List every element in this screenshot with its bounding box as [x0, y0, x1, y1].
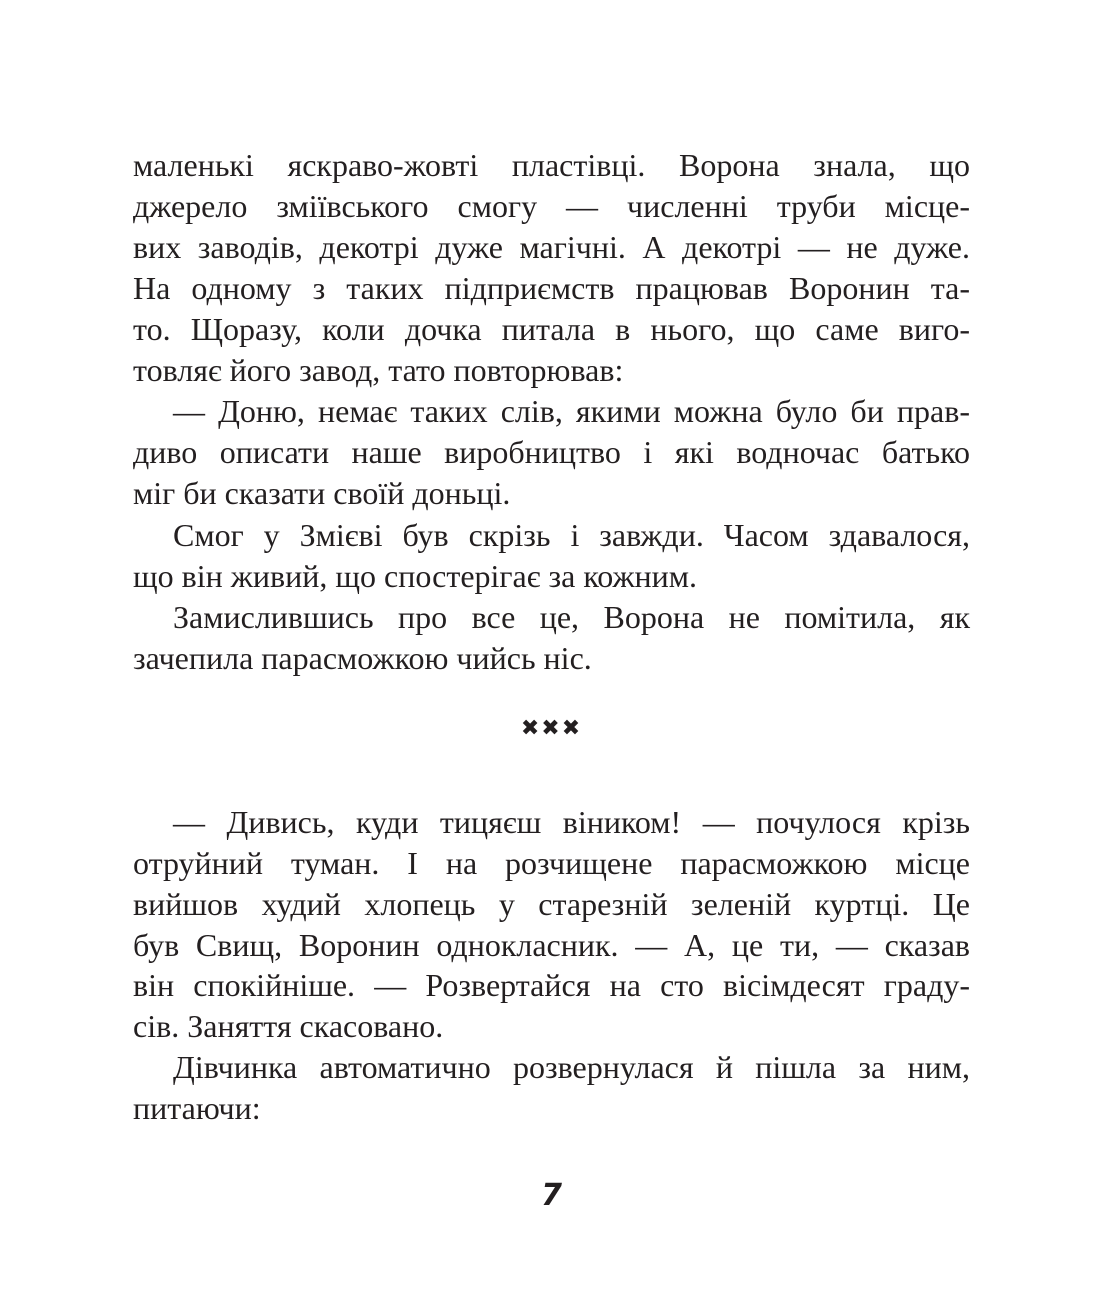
text-line: отруйний туман. І на розчищене парасможкою місце	[133, 845, 970, 881]
text-line: вих заводів, декотрі дуже магічні. А декотрі — не дуже.	[133, 229, 970, 265]
text-line: що він живий, що спостерігає за кожним.	[133, 558, 698, 594]
page-number: 7	[541, 1178, 562, 1213]
text-line: товляє його завод, тато повторював:	[133, 352, 624, 388]
text-line: вийшов худий хлопець у старезній зеленій куртці. Це	[133, 886, 970, 922]
text-line: то. Щоразу, коли дочка питала в нього, що саме виго-	[133, 311, 970, 347]
text-line: — Доню, немає таких слів, якими можна було би прав-	[173, 393, 970, 429]
text-line: був Свищ, Воронин однокласник. — А, це ти, — сказав	[133, 927, 970, 963]
text-line: зачепила парасможкою чийсь ніс.	[133, 640, 592, 676]
text-line: сів. Заняття скасовано.	[133, 1008, 444, 1044]
text-line: диво описати наше виробництво і які водночас батько	[133, 434, 970, 470]
text-line: На одному з таких підприємств працював Воронин та-	[133, 270, 970, 306]
text-line: питаючи:	[133, 1090, 261, 1126]
text-line: міг би сказати своїй доньці.	[133, 475, 511, 511]
section-separator: ✖✖✖	[520, 716, 583, 741]
text-line: Дівчинка автоматично розвернулася й пішла за ним,	[173, 1049, 970, 1085]
text-line: — Дивись, куди тицяєш віником! — почулося крізь	[173, 804, 970, 840]
text-line: джерело зміївського смогу — численні труби місце-	[133, 188, 970, 224]
text-line: Смог у Змієві був скрізь і завжди. Часом здавалося,	[173, 517, 970, 553]
text-line: маленькі яскраво-жовті пластівці. Ворона знала, що	[133, 147, 970, 183]
text-line: він спокійніше. — Розвертайся на сто вісімдесят граду-	[133, 967, 970, 1003]
text-line: Замислившись про все це, Ворона не помітила, як	[173, 599, 970, 635]
